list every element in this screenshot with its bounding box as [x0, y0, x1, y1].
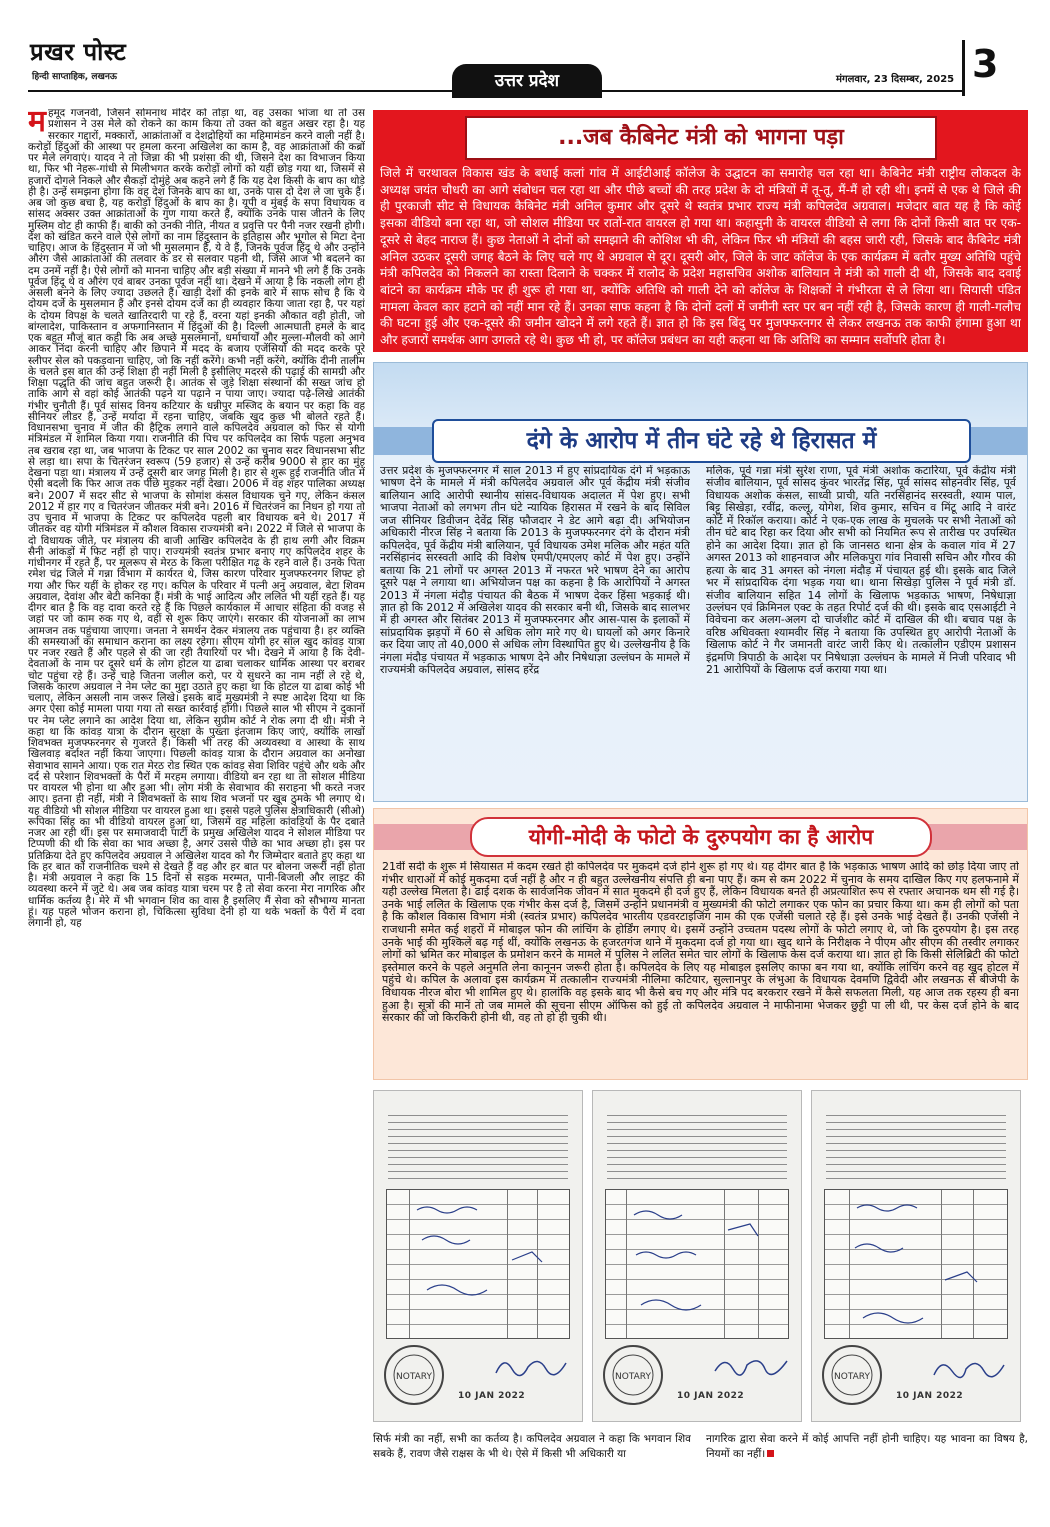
handwriting-marks	[387, 1190, 571, 1340]
drop-cap: म	[28, 108, 46, 139]
seal-text: NOTARY	[834, 1372, 870, 1382]
story-headline: योगी-मोदी के फोटो के दुरुपयोग का है आरोप	[470, 817, 932, 857]
left-column-article	[28, 108, 365, 1464]
story-column-1: उत्तर प्रदेश के मुजफ्फरनगर में साल 2013 में हुए सांप्रदायिक दंगे में भड़काऊ भाषण देने के मामले में मंत्री कपिलदेव अग्रवाल और पूर्व केंद्रीय मंत्री संजीव बालियान आदि आरोपी स्थानीय सांसद-विधायक अदालत में पेश हुए। सभी भाजपा नेताओं को लगभग तीन घंटे न्यायिक हिरासत में रखने के बाद सिविल जज सीनियर डिवीजन देवेंद्र सिंह फौजदार ने डेट आगे बढ़ा दी। अभियोजन अधिकारी नीरज सिंह ने बताया कि 2013 के मुजफ्फरनगर दंगे के दौरान मंत्री कपिलदेव, पूर्व केंद्रीय मंत्री बालियान, पूर्व विधायक उमेश मलिक और महंत यति नरसिंहानंद सरस्वती आदि की विशेष एमपी/एमएलए कोर्ट में पेश हुए। उन्होंने बताया कि 21 लोगों पर अगस्त 2013 में नफरत भरे भाषण देने का आरोप दूसरे पक्ष ने लगाया था। अभियोजन पक्ष का कहना है कि आरोपियों ने अगस्त 2013 में नंगला मंदौड़ पंचायत की बैठक में भाषण देकर हिंसा भड़काई थी। ज्ञात हो कि 2012 में अखिलेश यादव की सरकार बनी थी, जिसके बाद सालभर में ही अगस्त और सितंबर 2013 में मुजफ्फरनगर और आस-पास के इलाकों में सांप्रदायिक झड़पों में 60 से अधिक लोग मारे गए थे। घायलों को अगर किनारे कर दिया जाए तो 40,000 से अधिक लोग विस्थापित हुए थे। उल्लेखनीय है कि नंगला मंदौड़ पंचायत में भड़काऊ भाषण देने और निषेधाज्ञा उल्लंघन के मामले में राज्यमंत्री कपिलदेव अग्रवाल, सांसद हरेंद्र	[380, 465, 690, 677]
story-cabinet-minister	[373, 110, 1028, 352]
printed-lines	[388, 1109, 568, 1179]
handwriting-marks	[825, 1190, 1009, 1340]
notary-seal-icon	[601, 1343, 665, 1407]
date-stamp: 10 JAN 2022	[677, 1391, 745, 1401]
caption-text: नागरिक द्वारा सेवा करने में कोई आपत्ति नहीं होनी चाहिए। यह भावना का विषय है, नियमों का नहीं।	[706, 1433, 1028, 1460]
signature-icon	[711, 1353, 791, 1381]
story-body: 21वीं सदी के शुरू में सियासत में कदम रखते ही कपिलदेव पर मुकदमे दर्ज होने शुरू हो गए थे। यह दीगर बात है कि भड़काऊ भाषण आदि को छोड़ दिया जाए तो गंभीर धाराओं में कोई मुकदमा दर्ज नहीं है और न ही बहुत उल्लेखनीय संपत्ति ही बना पाए हैं। कम से कम 2022 में चुनाव के समय दाखिल किए गए हलफनामे में यही उल्लेख मिलता है। ढाई दशक के सार्वजनिक जीवन में सात मुकदमे ही दर्ज हुए हैं, लेकिन विधायक बनते ही अप्रत्याशित रूप से रफ्तार अचानक थम सी गई है। उनके भाई ललित के खिलाफ एक गंभीर केस दर्ज है, जिसमें उन्होंने प्रधानमंत्री व मुख्यमंत्री की फोटो लगाकर एक फोन का प्रचार किया था। कम ही लोगों को पता है कि कौशल विकास विभाग मंत्री (स्वतंत्र प्रभार) कपिलदेव भारतीय एडवरटाइजिंग नाम की एक एजेंसी चलाते रहे हैं। इसे उनके भाई देखते हैं। उनकी एजेंसी ने राजधानी समेत कई शहरों में मोबाइल फोन की लांचिंग के होर्डिंग लगाए थे। इसमें उन्होंने उच्चतम पदस्थ लोगों के फोटो लगाए थे, जो कि दुरुपयोग है। इस तरह उनके भाई की मुश्किलें बढ़ गई थीं, क्योंकि लखनऊ के हजरतगंज थाने में मुकदमा दर्ज हो गया था। खुद थाने के निरीक्षक ने पीएम और सीएम की तस्वीर लगाकर लोगों को भ्रमित कर मोबाइल के प्रमोशन करने के मामले में पुलिस ने ललित समेत चार लोगों के खिलाफ केस दर्ज कराया था। ज्ञात हो कि किसी सेलिब्रिटी की फोटो इस्तेमाल करने के पहले अनुमति लेना कानूनन जरूरी होता है। कपिलदेव के लिए यह मोबाइल इसलिए काफा बन गया था, क्योंकि लांचिंग करने वह खुद होटल में पहुंचे थे। कपिल के अलावा इस कार्यक्रम में तत्कालीन राज्यमंत्री नीलिमा कटियार, सुल्तानपुर के लंभुआ के विधायक देवमणि द्विवेदी और लखनऊ से बीजेपी के विधायक नीरज बोरा भी शामिल हुए थे। हालांकि वह इसके बाद भी कैसे बच गए और मंत्रि पद बरकरार रखने में कैसे सफलता मिली, यह आज तक रहस्य ही बना हुआ है। सूत्रों की मानें तो जब मामले की सूचना सीएम ऑफिस को हुई तो कपिलदेव अग्रवाल ने माफीनामा भेजकर छुट्टी पा ली थी, पर केस दर्ज होने के बाद सरकार की जो किरकिरी होनी थी, वह तो हो ही चुकी थी।	[382, 861, 1019, 1025]
affidavit-scan	[373, 1090, 583, 1422]
story-column-2: मलिक, पूर्व गन्ना मंत्री सुरेश राणा, पूर्व मंत्री अशोक कटारिया, पूर्व केंद्रीय मंत्री संजीव बालियान, पूर्व सांसद कुंवर भारतेंद्र सिंह, पूर्व सांसद सोहनवीर सिंह, पूर्व विधायक अशोक कंसल, साध्वी प्राची, यति नरसिंहानंद सरस्वती, श्याम पाल, बिट्टू सिखेड़ा, रवींद्र, कल्लू, योगेश, शिव कुमार, सचिन व मिंटू आदि ने वारंट कोर्ट में रिकॉल कराया। कोर्ट ने एक-एक लाख के मुचलके पर सभी नेताओं को तीन घंटे बाद रिहा कर दिया और सभी को नियमित रूप से तारीख पर उपस्थित होने का आदेश दिया। ज्ञात हो कि जानसठ थाना क्षेत्र के कवाल गांव में 27 अगस्त 2013 को शाहनवाज और मलिकपुरा गांव निवासी सचिन और गौरव की हत्या के बाद 31 अगस्त को नंगला मंदौड़ में पंचायत हुई थी। इसके बाद जिले भर में सांप्रदायिक दंगा भड़क गया था। थाना सिखेड़ा पुलिस ने पूर्व मंत्री डॉ. संजीव बालियान सहित 14 लोगों के खिलाफ भड़काऊ भाषण, निषेधाज्ञा उल्लंघन एवं क्रिमिनल एक्ट के तहत रिपोर्ट दर्ज की थी। इसके बाद एसआईटी ने विवेचना कर अलग-अलग दो चार्जशीट कोर्ट में दाखिल की थी। बचाव पक्ष के वरिष्ठ अधिवक्ता श्यामवीर सिंह ने बताया कि उपस्थित हुए आरोपी नेताओं के खिलाफ कोर्ट ने गैर जमानती वारंट जारी किए थे। तत्कालीन एडीएम प्रशासन इंद्रमणि त्रिपाठी के आदेश पर निषेधाज्ञा उल्लंघन के मामले में निजी परिवाद भी 21 आरोपियों के खिलाफ दर्ज कराया गया था।	[706, 465, 1016, 677]
notary-seal-icon	[382, 1343, 446, 1407]
masthead-title: प्रखर पोस्ट	[30, 37, 127, 66]
notary-seal-icon	[820, 1343, 884, 1407]
page-number: 3	[972, 42, 999, 86]
section-tab: उत्तर प्रदेश	[452, 64, 602, 98]
printed-lines	[607, 1109, 787, 1179]
date-stamp: 10 JAN 2022	[896, 1391, 964, 1401]
story-photo-misuse	[373, 808, 1028, 1080]
caption-column-2	[706, 1432, 1028, 1464]
case-table	[605, 1189, 789, 1339]
signature-icon	[930, 1353, 1010, 1381]
case-table	[386, 1189, 570, 1339]
story-riot-custody	[373, 362, 1028, 802]
end-mark-icon	[767, 1450, 774, 1457]
date-stamp: 10 JAN 2022	[458, 1391, 526, 1401]
handwriting-marks	[606, 1190, 790, 1340]
left-column-text: हमूद गजनवी, जिसने सोमनाथ मंदिर को तोड़ा था, वह उसका भांजा था तो उस प्रशासन ने उस मेले को रोकने का काम किया तो उक्त को बहुत अखर रहा है। यह सरकार गद्दारों, मक्कारों, आक्रांताओं व देशद्रोहियों का महिमामंडन करने वाली नहीं है। करोड़ों हिंदुओं की आस्था पर हमला करना अखिलेश का काम है, वह आक्रांताओं की कब्रों पर मेले लगवाएं। यादव ने तो जिन्ना की भी प्रशंसा की थी, जिसने देश का विभाजन किया था, फिर भी नेहरू-गांधी से मिलीभगत करके करोड़ों लोगों को यहीं छोड़ गया था, जिसमें से हजारों दोगले निकले और सैकड़ों दोमुंहे अब कहने लगे हैं कि यह देश किसी के बाप का थोड़े ही है। उन्हें समझना होगा कि वह देश जिनके बाप का था, उनके पास दो देश ले जा चुके हैं। अब जो कुछ बचा है, यह करोड़ों हिंदुओं के बाप का है। यूपी व मुंबई के सपा विधायक व सांसद अक्सर उक्त आक्रांताओं के गुण गाया करते हैं, क्योंकि उनके पास जीतने के लिए मुस्लिम वोट ही काफी हैं। बाकी को उनकी नीति, नीयत व प्रवृत्ति पर पैनी नजर रखनी होगी। देश को खंडित करने वाले ऐसे लोगों का नाम हिंदुस्तान के इतिहास और भूगोल से मिटा देना चाहिए। आज के हिंदुस्तान में जो भी मुसलमान हैं, ये वे हैं, जिनके पूर्वज हिंदू थे और उन्होंने औरंग जैसे आक्रांताओं की तलवार के डर से सलवार पहनी थी, जिसे आज भी बदलने का दम उनमें नहीं है। ऐसे लोगों को मानना चाहिए और बड़ी संख्या में मानने भी लगे हैं कि उनके पूर्वज हिंदू थे व औरंग एवं बाबर उनका पूर्वज नहीं था। देखने में आया है कि नकली लोग ही असली बनने के लिए ज्यादा उछलते हैं। खाड़ी देशों की इनके बारे में साफ सोच है कि ये दोयम दर्जे के मुसलमान हैं और इनसे दोयम दर्जे का ही व्यवहार किया जाता रहा है, पर यहां के दोयम विपक्ष के चलते खातिरदारी पा रहे हैं, वरना यहां इनकी औकात वही होती, जो बांग्लादेश, पाकिस्तान व अफगानिस्तान में हिंदुओं की है। दिल्ली आत्मघाती हमले के बाद एक बहुत मौजूं बात कही कि अब अच्छे मुसलमानों, धर्माचार्यों और मुल्ला-मौलवी को आगे आकर निंदा करनी चाहिए और छिपाने में मदद के बजाय एजेंसियों की मदद करके पूरे स्लीपर सेल को पकड़वाना चाहिए, जो कि नहीं करेंगे। कभी नहीं करेंगे, क्योंकि दीनी तालीम के चलते इस बात की उन्हें शिक्षा ही नहीं मिली है इसीलिए मदरसे की पढ़ाई की सामग्री और शिक्षा पद्धति की जांच बहुत जरूरी है। आतंक से जुड़े शिक्षा संस्थानों की सख्त जांच हो ताकि आगे से वहां कोई आतंकी पढ़ने या पढ़ाने न पाया जाए। ज्यादा पढ़े-लिखे आतंकी गंभीर चुनौती हैं। पूर्व सांसद विनय कटियार के धन्नीपुर मस्जिद के बयान पर कहा कि वह सीनियर लीडर हैं, उन्हें मर्यादा में रहना चाहिए, जबकि खुद कुछ भी बोलते रहते हैं। विधानसभा चुनाव में जीत की हैट्रिक लगाने वाले कपिलदेव अग्रवाल को फिर से योगी मंत्रिमंडल में शामिल किया गया। राजनीति की पिच पर कपिलदेव का सिर्फ पहला अनुभव तब खराब रहा था, जब भाजपा के टिकट पर साल 2002 का चुनाव सदर विधानसभा सीट से लड़ा था। सपा के चितरंजन स्वरूप (59 हजार) से उन्हें करीब 9000 से हार का मुंह देखना पड़ा था। मंत्रालय में उन्हें दूसरी बार जगह मिली है। हार से शुरू हुई राजनीति जीत में ऐसी बदली कि फिर आज तक पीछे मुड़कर नहीं देखा। 2006 में वह शहर पालिका अध्यक्ष बने। 2007 में सदर सीट से भाजपा के सोमांश कंसल विधायक चुने गए, लेकिन कंसल 2012 में हार गए व चितरंजन जीतकर मंत्री बने। 2016 में चितरंजन का निधन हो गया तो उप चुनाव में भाजपा के टिकट पर कपिलदेव पहली बार विधायक बने थे। 2017 में जीतकर वह योगी मंत्रिमंडल में कौशल विकास राज्यमंत्री बने। 2022 में जिले से भाजपा के दो विधायक जीते, पर मंत्रालय की बाजी आखिर कपिलदेव के ही हाथ लगी और विक्रम सैनी आंकड़ों में फिट नहीं हो पाए। राज्यमंत्री स्वतंत्र प्रभार बनाए गए कपिलदेव शहर के गांधीनगर में रहते हैं, पर मूलरूप से मेरठ के किला परीक्षित गढ़ के रहने वाले हैं। उनके पिता रमेश चंद्र जिले में गन्ना विभाग में कार्यरत थे, जिस कारण परिवार मुजफ्फरनगर शिफ्ट हो गया और फिर यहीं के होकर रह गए। कपिल के परिवार में पत्नी अनु अग्रवाल, बेटा शिवम अग्रवाल, देवांश और बेटी कनिका हैं। मंत्री के भाई आदित्य और ललित भी यहीं रहते हैं। यह दीगर बात है कि वह दावा करते रहे हैं कि पिछले कार्यकाल में आचार संहिता की वजह से जहां पर जो काम रुक गए थे, वहीं से शुरू किए जाएंगे। सरकार की योजनाओं का लाभ आमजन तक पहुंचाया जाएगा। जनता ने समर्थन देकर मंत्रालय तक पहुंचाया है। हर व्यक्ति की समस्याओं का समाधान कराना का लक्ष्य रहेगा। सीएम योगी हर साल खुद कांवड़ यात्रा पर नजर रखते हैं और पहले से की जा रही तैयारियों पर भी। देखने में आया है कि देवी-देवताओं के नाम पर दूसरे धर्म के लोग होटल या ढाबा चलाकर धार्मिक आस्था पर बराबर चोट पहुंचा रहे हैं। उन्हें चाहे जितना जलील करो, पर ये सुधरने का नाम नहीं ले रहे थे, जिसके कारण अग्रवाल ने नेम प्लेट का मुद्दा उठाते हुए कहा था कि होटल या ढाबा कोई भी चलाए, लेकिन असली नाम जरूर लिखे। इसके बाद मुख्यमंत्री ने स्पष्ट आदेश दिया था कि अगर ऐसा कोई मामला पाया गया तो सख्त कार्रवाई होगी। पिछले साल भी सीएम ने दुकानों पर नेम प्लेट लगाने का आदेश दिया था, लेकिन सुप्रीम कोर्ट ने रोक लगा दी थी। मंत्री ने कहा था कि कांवड़ यात्रा के दौरान सुरक्षा के पुख्ता इंतजाम किए जाएं, क्योंकि लाखों शिवभक्त मुजफ्फरनगर से गुजरते हैं। किसी भी तरह की अव्यवस्था व आस्था के साथ खिलवाड़ बर्दाश्त नहीं किया जाएगा। पिछली कांवड़ यात्रा के दौरान अग्रवाल का अनोखा सेवाभाव सामने आया। एक रात मेरठ रोड स्थित एक कांवड़ सेवा शिविर पहुंचे और थके और दर्द से परेशान शिवभक्तों के पैरों में मरहम लगाया। वीडियो बन रहा था तो सोशल मीडिया पर वायरल भी होना था और हुआ भी। लोग मंत्री के सेवाभाव की सराहना भी करते नजर आए। इतना ही नहीं, मंत्री ने शिवभक्तों के साथ शिव भजनों पर खूब ठुमके भी लगाए थे। यह वीडियो भी सोशल मीडिया पर वायरल हुआ था। इससे पहले पुलिस क्षेत्राधिकारी (सीओ) रूपिका सिंह का भी वीडियो वायरल हुआ था, जिसमें वह महिला कांवड़ियों के पैर दबाते नजर आ रही थीं। इस पर समाजवादी पार्टी के प्रमुख अखिलेश यादव ने सोशल मीडिया पर टिप्पणी की थी कि सेवा का भाव अच्छा है, अगर उससे पीछे का भाव अच्छा हो। इस पर प्रतिक्रिया देते हुए कपिलदेव अग्रवाल ने अखिलेश यादव को गैर जिम्मेदार बताते हुए कहा था कि हर बात को राजनीतिक चश्मे से देखते हैं वह और हर बात पर बोलना जरूरी नहीं होता है। मंत्री अग्रवाल ने कहा कि 15 दिनों से सड़क मरम्मत, पानी-बिजली और लाइट की व्यवस्था करने में जुटे थे। अब जब कांवड़ यात्रा चरम पर है तो सेवा करना मेरा नागरिक और धार्मिक कर्तव्य है। मेरे में भी भगवान शिव का वास है इसलिए मैं सेवा को सौभाग्य मानता हूं। यह पहले भोजन कराना हो, चिकित्सा सुविधा देनी हो या थके भक्तों के पैरों में दवा लगानी हो, यह	[28, 108, 365, 929]
story-headline: दंगे के आरोप में तीन घंटे रहे थे हिरासत में	[432, 419, 971, 463]
affidavit-scan	[811, 1090, 1021, 1422]
seal-text: NOTARY	[615, 1372, 651, 1382]
caption-column-1: सिर्फ मंत्री का नहीं, सभी का कर्तव्य है। कपिलदेव अग्रवाल ने कहा कि भगवान शिव सबके हैं, रावण जैसे राक्षस के भी थे। ऐसे में किसी भी अधिकारी या	[373, 1433, 691, 1460]
seal-text: NOTARY	[396, 1372, 432, 1382]
issue-date: मंगलवार, 23 दिसम्बर, 2025	[836, 74, 955, 85]
case-table	[824, 1189, 1008, 1339]
masthead-subtitle: हिन्दी साप्ताहिक, लखनऊ	[32, 72, 117, 82]
story-body: जिले में चरथावल विकास खंड के बधाई कलां गांव में आईटीआई कॉलेज के उद्घाटन का समारोह चल रहा था। कैबिनेट मंत्री राष्ट्रीय लोकदल के अध्यक्ष जयंत चौधरी का आगे संबोधन चल रहा था और पीछे बच्चों की तरह प्रदेश के दो मंत्रियों में तू-तू, मैं-मैं हो रही थी। इनमें से एक थे जिले की ही पुरकाजी सीट से विधायक कैबिनेट मंत्री अनिल कुमार और दूसरे थे स्वतंत्र प्रभार राज्य मंत्री कपिलदेव अग्रवाल। मजेदार बात यह है कि कोई इसका वीडियो बना रहा था, जो सोशल मीडिया पर रातों-रात वायरल हो गया था। कहासुनी के वायरल वीडियो से लगा कि दोनों किसी बात पर एक-दूसरे से बेहद नाराज हैं। कुछ नेताओं ने दोनों को समझाने की कोशिश भी की, लेकिन फिर भी मंत्रियों की बहस जारी रही, जिसके बाद कैबिनेट मंत्री अनिल उठकर दूसरी जगह बैठने के लिए चले गए थे अग्रवाल से दूर। दूसरी ओर, जिले के जाट कॉलेज के एक कार्यक्रम में बतौर मुख्य अतिथि पहुंचे मंत्री कपिलदेव को निकलने का रास्ता दिलाने के चक्कर में रालोद के प्रदेश महासचिव अशोक बालियान ने मंत्री को गाली दी थी, जिसके बाद दवाई बांटने का कार्यक्रम मौके पर ही शुरू हो गया था, क्योंकि अतिथि को गाली देने को कॉलेज के शिक्षकों ने गंभीरता से ले लिया था। सियासी पंडित मामला केवल कार हटाने को नहीं मान रहे हैं। उनका साफ कहना है कि दोनों दलों में जमीनी स्तर पर बन नहीं रही है, जिसके कारण ही गाली-गलौच की घटना हुई और एक-दूसरे की जमीन खोदने में लगे रहते हैं। ज्ञात हो कि इस बिंदु पर मुजफ्फरनगर से लेकर लखनऊ तक काफी हंगामा हुआ था और हजारों समर्थक आग उगलते रहे थे। कुछ भी हो, पर कॉलेज प्रबंधन का यही कहना था कि अतिथि का सम्मान सर्वोपरि होता है।	[380, 166, 1021, 348]
affidavit-scan	[592, 1090, 802, 1422]
signature-icon	[492, 1353, 572, 1381]
printed-lines	[826, 1109, 1006, 1179]
story-headline: ...जब कैबिनेट मंत्री को भागना पड़ा	[465, 116, 937, 160]
page-number-divider	[962, 40, 965, 96]
